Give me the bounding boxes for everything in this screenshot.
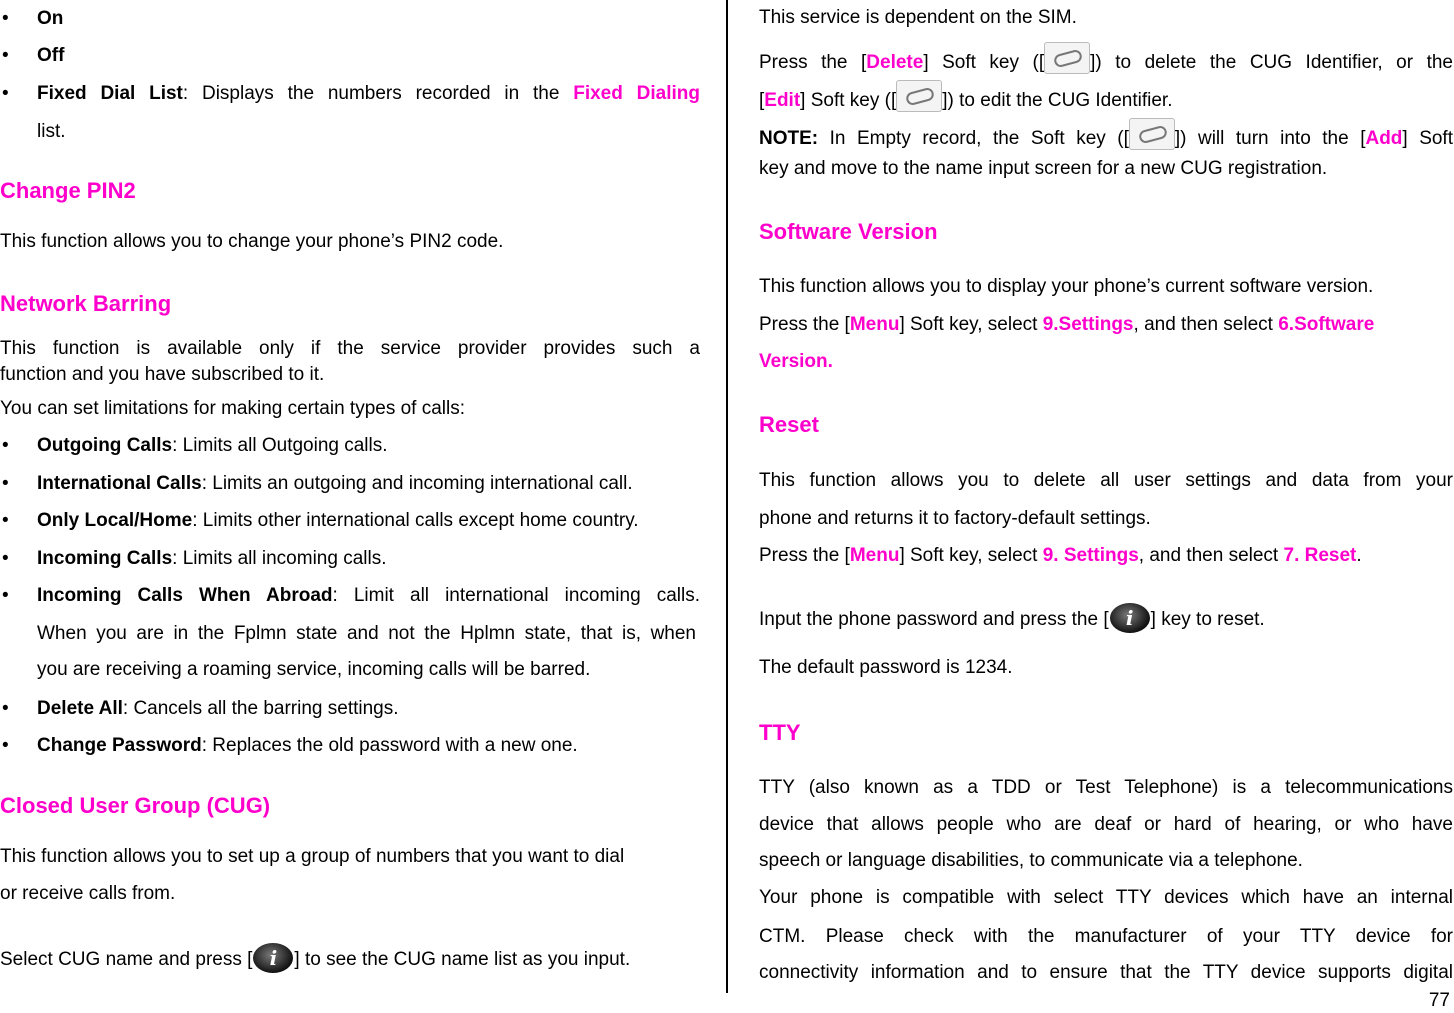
software-menu-ref: 6.Software — [1278, 314, 1375, 335]
bullet-local-home — [0, 502, 700, 540]
tty-l4: Your phone is compatible with select TTY devices which have an internal — [759, 887, 1453, 908]
change-password-text: : Replaces the old password with a new one. — [201, 735, 578, 756]
bullet-off-label: Off — [37, 45, 65, 66]
page-number: 77 — [1428, 990, 1450, 1011]
edit-line — [759, 80, 1453, 120]
network-barring-p2: You can set limitations for making certain types of calls: — [0, 398, 466, 419]
sim-dependent: This service is dependent on the SIM. — [759, 7, 1077, 28]
cug-p2 — [0, 941, 700, 979]
network-barring-p1a: This function is available only if the service provider provides such a — [0, 338, 700, 359]
heading-tty: TTY — [759, 720, 801, 745]
outgoing-label: Outgoing Calls — [37, 435, 173, 456]
international-label: International Calls — [37, 473, 202, 494]
column-divider — [726, 0, 728, 993]
settings-menu-ref: 9.Settings — [1042, 314, 1134, 335]
reset-press — [759, 537, 1453, 575]
heading-cug: Closed User Group (CUG) — [0, 793, 271, 818]
fixed-dial-cont — [0, 113, 700, 151]
outgoing-text: : Limits all Outgoing calls. — [172, 435, 388, 456]
edit-line-c: ]) to edit the CUG Identifier. — [942, 90, 1173, 111]
menu-key-label: Menu — [849, 314, 900, 335]
tty-l3: speech or language disabilities, to communicate via a telephone. — [759, 850, 1303, 871]
info-key-icon — [253, 943, 293, 973]
delete-line-c: ]) to delete the CUG Identifier, or the — [1090, 52, 1453, 73]
tty-l1: TTY (also known as a TDD or Test Telephone) is a telecommunications — [759, 777, 1453, 798]
bullet-incoming — [0, 540, 700, 578]
bullet-delete-all — [0, 690, 700, 728]
software-press-c: , and then select — [1133, 314, 1279, 335]
bullet-change-password — [0, 727, 700, 765]
abroad-text3: you are receiving a roaming service, incoming calls will be barred. — [37, 659, 591, 680]
reset-menu-key: Menu — [849, 545, 900, 566]
fixed-dial-text2: list. — [37, 121, 66, 142]
reset-input-a: Input the phone password and press the [ — [759, 609, 1109, 630]
bullet-on — [0, 0, 700, 38]
network-barring-p1b: function and you have subscribed to it. — [0, 364, 325, 385]
soft-key-icon — [1129, 118, 1175, 150]
info-key-icon — [1110, 603, 1150, 633]
add-key-label: Add — [1365, 128, 1403, 149]
reset-input — [759, 601, 1453, 639]
reset-default-password: The default password is 1234. — [759, 657, 1013, 678]
reset-press-a: Press the [ — [759, 545, 850, 566]
tty-l5: CTM. Please check with the manufacturer of your TTY device for — [759, 926, 1453, 947]
note-label: NOTE: — [759, 128, 819, 149]
reset-input-b: ] key to reset. — [1150, 609, 1265, 630]
heading-reset: Reset — [759, 412, 819, 437]
abroad-text2: When you are in the Fplmn state and not the Hplmn state, that is, when — [37, 623, 696, 644]
reset-press-d: . — [1356, 545, 1362, 566]
cug-p1a: This function allows you to set up a group of numbers that you want to dial — [0, 846, 625, 867]
note-line-a: In Empty record, the Soft key ([ — [818, 128, 1129, 149]
edit-key-label: Edit — [764, 90, 801, 111]
software-press-b: ] Soft key, select — [899, 314, 1043, 335]
bullet-fixed-dial — [0, 75, 700, 113]
delete-line-b: ] Soft key ([ — [923, 52, 1045, 73]
bullet-abroad — [0, 577, 700, 615]
abroad-text1: : Limit all international incoming calls. — [332, 585, 701, 606]
incoming-text: : Limits all incoming calls. — [172, 548, 387, 569]
delete-line — [759, 42, 1453, 82]
note-line2: key and move to the name input screen for a new CUG registration. — [759, 158, 1328, 179]
delete-all-text: : Cancels all the barring settings. — [122, 698, 399, 719]
delete-line-a: Press the [ — [759, 52, 867, 73]
cug-p2-a: Select CUG name and press [ — [0, 949, 253, 970]
tty-l2: device that allows people who are deaf or hard of hearing, or who have — [759, 814, 1453, 835]
edit-line-a: [ — [759, 90, 765, 111]
software-press — [759, 306, 1453, 344]
reset-l2: phone and returns it to factory-default settings. — [759, 508, 1151, 529]
software-version-ref: Version. — [759, 351, 833, 372]
soft-key-icon — [1044, 42, 1090, 74]
bullet-off — [0, 37, 700, 75]
edit-line-b: ] Soft key ([ — [800, 90, 897, 111]
delete-key-label: Delete — [866, 52, 924, 73]
reset-settings-ref: 9. Settings — [1042, 545, 1139, 566]
heading-change-pin2: Change PIN2 — [0, 178, 136, 203]
fixed-dial-label: Fixed Dial List — [37, 83, 183, 104]
cug-p1b: or receive calls from. — [0, 883, 176, 904]
note-line-c: ] Soft — [1402, 128, 1453, 149]
change-pin2-body: This function allows you to change your phone’s PIN2 code. — [0, 231, 504, 252]
local-home-label: Only Local/Home — [37, 510, 193, 531]
bullet-international — [0, 465, 700, 503]
note-line-b: ]) will turn into the [ — [1174, 128, 1366, 149]
reset-l1: This function allows you to delete all user settings and data from your — [759, 470, 1453, 491]
international-text: : Limits an outgoing and incoming international call. — [201, 473, 633, 494]
abroad-label: Incoming Calls When Abroad — [37, 585, 333, 606]
fixed-dialing-link: Fixed Dialing — [573, 83, 700, 104]
soft-key-icon — [896, 80, 942, 112]
reset-menu-ref: 7. Reset — [1283, 545, 1357, 566]
software-press-a: Press the [ — [759, 314, 850, 335]
bullet-outgoing — [0, 427, 700, 465]
fixed-dial-text: : Displays the numbers recorded in the — [182, 83, 574, 104]
tty-l6: connectivity information and to ensure that the TTY device supports digital — [759, 962, 1453, 983]
heading-network-barring: Network Barring — [0, 291, 172, 316]
reset-press-b: ] Soft key, select — [899, 545, 1043, 566]
cug-p2-b: ] to see the CUG name list as you input. — [294, 949, 631, 970]
reset-press-c: , and then select — [1138, 545, 1284, 566]
heading-software-version: Software Version — [759, 219, 938, 244]
change-password-label: Change Password — [37, 735, 202, 756]
local-home-text: : Limits other international calls except home country. — [192, 510, 639, 531]
bullet-on-label: On — [37, 8, 64, 29]
software-body: This function allows you to display your phone’s current software version. — [759, 276, 1374, 297]
incoming-label: Incoming Calls — [37, 548, 173, 569]
delete-all-label: Delete All — [37, 698, 123, 719]
